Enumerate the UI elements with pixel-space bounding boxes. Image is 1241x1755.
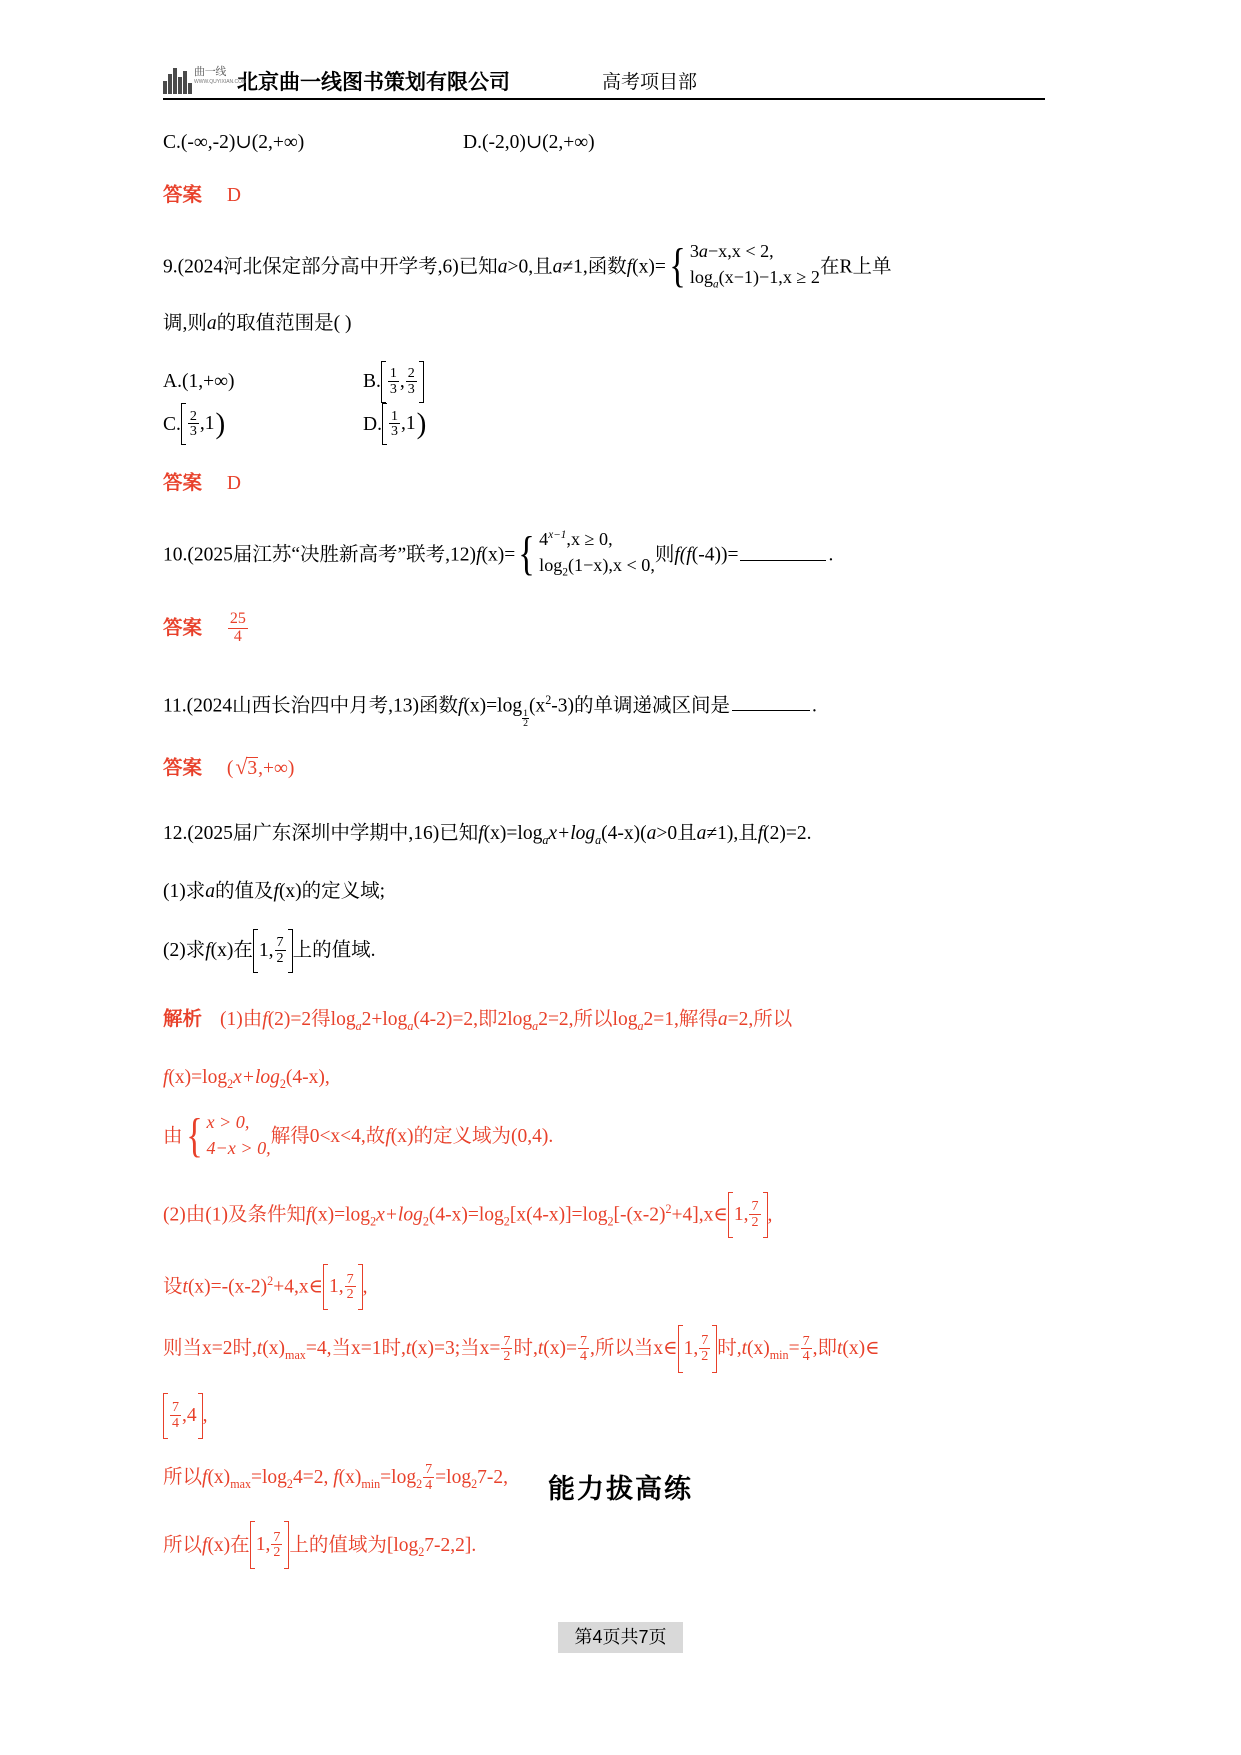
q9-line2-post: 的取值范围是( ) (216, 313, 352, 335)
piecewise-brace-icon: { (669, 239, 686, 293)
q11-stem-mid: (x (528, 695, 546, 717)
sol-l4-den: 2 (751, 1214, 759, 1231)
q10-answer-den: 4 (228, 628, 248, 646)
sol-l6-max1: max (285, 1348, 306, 1363)
sol-l2-f: f (163, 1066, 169, 1088)
sol-l6-g: ,所以当x∈ (590, 1338, 678, 1360)
sol-l4-num: 7 (751, 1198, 759, 1215)
q9-stem-mid2: ≠1,函数 (562, 256, 627, 278)
answer-label: 答案 (163, 472, 203, 495)
q12-stem-prefix: 12.(2025届广东深圳中学期中,16)已知 (163, 823, 479, 845)
q12-part1-f: f (273, 881, 279, 903)
q10-answer-num: 25 (229, 610, 246, 628)
solution-line-1 (163, 1004, 1063, 1041)
logo-secondary-text: WWW.QUYIXIAN.COM (194, 79, 247, 85)
sol-l8-min: min (361, 1476, 381, 1491)
answer-blank (740, 543, 826, 561)
sol-l2-s3: 2 (279, 1076, 286, 1091)
q9-piece2-pre: log (689, 266, 713, 287)
q10-piece1-base: 4 (539, 529, 549, 550)
sol-l6-n1: 7 (503, 1332, 511, 1349)
q9-c-num: 2 (189, 407, 197, 424)
sol-l6-t5: t (836, 1338, 843, 1360)
sol-l9-pre: 所以 (163, 1534, 203, 1556)
sol-l5-lo: 1, (329, 1276, 344, 1298)
sol-l6-min: min (769, 1348, 789, 1363)
question-11-stem: 11.(2024山西长治四中月考,13)函数f(x)=log $\frac{1}{2}$ $(x^2-3)$的单调递减区间是 . (163, 692, 817, 730)
header-divider (163, 98, 1045, 100)
q9-answer-value: D (226, 473, 241, 495)
sol-l6-lo: 1, (683, 1337, 699, 1359)
q12-part2-num: 7 (276, 934, 284, 951)
q9-option-b-label: B. (363, 371, 381, 393)
solution-label: 解析 (163, 1007, 203, 1030)
sol-l6-t4: t (741, 1338, 748, 1360)
q12-part1-mid: 的值及 (215, 881, 274, 903)
q11-answer-value (226, 755, 295, 780)
sol-l3-post: (x)的定义域为(0,4). (390, 1126, 554, 1148)
q10-piecewise (515, 527, 655, 581)
sol-l8-max: max (230, 1476, 251, 1491)
publisher-logo-icon (163, 66, 247, 96)
question-8-answer (163, 180, 1063, 211)
sol-l5-a: (x)=-(x-2) (187, 1276, 268, 1298)
sol-l1-b: a (355, 1018, 362, 1033)
q12-part2-pre: (2)求 (163, 940, 206, 962)
sol-l9-a: (x)在 (207, 1534, 250, 1556)
sol-l2-s1: 2 (227, 1076, 234, 1091)
sol-l7-rest: ,4 (182, 1404, 197, 1426)
q9-line2-pre: 调,则 (163, 313, 207, 335)
q9-var-a2: a (552, 256, 563, 278)
sol-l1-c: 2+log (361, 1008, 408, 1030)
q9-piece1-a: a (698, 241, 708, 261)
sol-l4-f: f (305, 1204, 312, 1226)
question-12-stem (163, 819, 1063, 855)
sol-l1-i: 2=1,解得 (643, 1008, 718, 1030)
question-10-stem: 10.(2025届江苏“决胜新高考”联考,12)f(x)= { $4^{x-1},x \ge 0$, $\log_2(1-x),x < 0$, 则f(f(-4))= . (163, 527, 834, 581)
q9-option-a: A.(1,+∞) (163, 371, 235, 393)
q9-piece1-post: −x,x < 2, (707, 241, 774, 261)
q12-part2-mid: (x)在 (210, 940, 253, 962)
question-9-stem (163, 241, 1063, 295)
answer-label: 答案 (163, 757, 203, 780)
q12-rest2: >0且 (656, 823, 697, 845)
q12-stem-fx: (x)=log (483, 823, 543, 845)
sol-l8-f3: =log (435, 1466, 472, 1488)
solution-line-5 (163, 1258, 1063, 1311)
sol-l9-lo: 1, (255, 1534, 271, 1556)
q10-f2: f (674, 545, 680, 567)
sol-l1-d: a (407, 1018, 414, 1033)
q12-a1: a (542, 833, 549, 848)
q12-part1-post: (x)的定义域; (278, 881, 386, 903)
sol-l4-k: , (767, 1204, 773, 1226)
q9-option-d-label: D. (363, 413, 382, 435)
q9-piece2-post: (x−1)−1,x ≥ 2 (718, 266, 820, 287)
q9-line2-a: a (206, 313, 217, 335)
sol-l2-rest: (x)=log (168, 1066, 228, 1088)
sol-l5-num: 7 (346, 1270, 354, 1287)
system-brace-icon: { (185, 1109, 203, 1163)
q11-stem-prefix: 11.(2024山西长治四中月考,13)函数 (163, 695, 459, 717)
sol-l4-sup: 2 (665, 1201, 672, 1216)
sol-l9-num: 7 (273, 1528, 281, 1545)
sol-l4-f2: 2 (503, 1214, 510, 1229)
logo-wordmark (194, 66, 247, 95)
q12-a2: a (595, 833, 602, 848)
q12-part2-lo: 1, (258, 939, 274, 961)
q12-func-f: f (478, 823, 484, 845)
q12-rest4: (2)=2. (763, 823, 812, 845)
sol-l4-a: (x)=log (311, 1204, 371, 1226)
company-name: 北京曲一线图书策划有限公司 (237, 71, 510, 94)
sol-l6-e: 时, (513, 1338, 538, 1360)
sol-l1-j: a (717, 1008, 728, 1030)
sol-l8-den: 4 (425, 1476, 433, 1493)
q10-piece1-exp: x−1 (548, 529, 567, 542)
q9-stem-fx: (x)= (632, 256, 666, 278)
question-9-options-ab (163, 361, 1063, 404)
q12-x1: x+log (548, 823, 596, 845)
q10-f3: (f (679, 545, 692, 567)
q11-answer-post: ,+∞) (258, 758, 295, 780)
q9-d-num: 1 (390, 407, 398, 424)
sol-l6-h: 时, (717, 1338, 742, 1360)
sol-l5-c: , (362, 1276, 368, 1298)
answer-label: 答案 (163, 616, 203, 639)
q9-b-den1: 3 (389, 380, 397, 397)
q9-stem-suffix: 在R上单 (819, 256, 892, 278)
sol-l4-h: 2 (607, 1214, 614, 1229)
q11-stem-post: -3)的单调递减区间是 (551, 695, 731, 717)
q12-rest1: (4-x)( (601, 823, 647, 845)
sol-l9-c: 7-2,2]. (424, 1534, 477, 1556)
sol-l6-t2: t (405, 1338, 412, 1360)
sol-l9-s: 2 (418, 1544, 425, 1559)
q9-c-den: 3 (189, 423, 197, 440)
sol-l8-a: (x) (207, 1466, 231, 1488)
q12-part2-f: f (205, 940, 211, 962)
q10-piece2-post: (1−x),x < 0, (567, 555, 655, 576)
q9-stem-prefix: 9.(2024河北保定部分高中开学考,6)已知 (163, 256, 498, 278)
sol-l4-c: x+log (376, 1204, 423, 1226)
q12-rest3: ≠1),且 (706, 823, 758, 845)
sol-l2-s2: x+log (233, 1066, 280, 1088)
sol-l6-d2: 4 (580, 1348, 588, 1365)
sol-l1-g: 2=2,所以log (538, 1008, 638, 1030)
sol-l6-c: =4,当x=1时, (305, 1338, 406, 1360)
sol-l8-g: 7-2, (477, 1466, 508, 1488)
sol-l2-s4: (4-x), (285, 1066, 330, 1088)
q11-stem-sup: 2 (545, 692, 552, 707)
answer-blank (732, 694, 810, 712)
q8-option-c: C.(-∞,-2)∪(2,+∞) (163, 132, 305, 153)
sol-l8-pre: 所以 (163, 1466, 203, 1488)
sol-l4-d: 2 (422, 1214, 429, 1229)
question-10-answer (163, 606, 1063, 651)
sol-l4-i: [-(x-2) (613, 1204, 666, 1226)
solution-line-3 (163, 1109, 1063, 1164)
logo-primary-text: 曲一线 (194, 66, 227, 78)
question-8-options (163, 128, 1063, 158)
sol-l6-t1: t (256, 1338, 263, 1360)
sol-l4-e: (4-x)=log (428, 1204, 504, 1226)
piecewise-brace-icon: { (518, 527, 535, 581)
sol-l6-a: 则当x=2时, (163, 1338, 257, 1360)
q9-piecewise (666, 239, 820, 293)
q12-part1-pre: (1)求 (163, 881, 206, 903)
q9-option-c-label: C. (163, 413, 181, 435)
page-header (163, 52, 1043, 104)
sol-l1-h: a (637, 1018, 644, 1033)
sol-l6-f: (x)= (543, 1338, 577, 1360)
solution-line-6 (163, 1325, 1063, 1379)
sol-l8-e: =log (380, 1466, 417, 1488)
q12-part2-den: 2 (276, 949, 284, 966)
q9-b-num2: 2 (407, 365, 415, 382)
sol-l4-j: +4],x∈ (671, 1204, 728, 1226)
q9-b-sep: , (399, 370, 405, 392)
sol-l1-f2: a (532, 1018, 539, 1033)
q9-b-num1: 1 (389, 365, 397, 382)
q11-base-num: 1 (523, 707, 528, 719)
q11-func-f: f (458, 695, 464, 717)
q10-func-f: f (476, 545, 482, 567)
sol-l5-t: t (182, 1276, 188, 1298)
question-12-part2 (163, 929, 1063, 974)
q11-answer-sqrt: 3 (247, 758, 258, 780)
q12-a4: a (696, 823, 707, 845)
question-11-answer (163, 747, 1063, 789)
q9-option-c: C. $\frac{2}{3}$ ,1 ) (163, 404, 363, 447)
sol-l6-iden: 2 (701, 1347, 709, 1364)
q8-answer-value: D (226, 185, 241, 206)
sol-l6-d: (x)=3;当x= (411, 1338, 501, 1360)
sol-l5-sup: 2 (267, 1274, 274, 1289)
sol-system (183, 1110, 271, 1162)
q9-c-rest: ,1 (199, 413, 215, 435)
sol-l6-j: = (788, 1338, 800, 1360)
q10-piece2-base: 2 (562, 566, 568, 579)
q9-d-den: 3 (390, 423, 398, 440)
sol-l6-i: (x) (747, 1338, 770, 1360)
department-name: 高考项目部 (602, 72, 698, 93)
q11-stem-fx: (x)=log (463, 695, 523, 717)
sol-l6-n2: 7 (580, 1332, 588, 1349)
sol-l9-den: 2 (273, 1544, 281, 1561)
q10-stem-then: 则 (654, 545, 675, 567)
section-title: 能力拔高练 (548, 1474, 693, 1504)
sol-l4-pre: (2)由(1)及条件知 (163, 1204, 306, 1226)
answer-label: 答案 (163, 184, 203, 206)
q9-option-b (363, 365, 424, 397)
question-9-options-cd (163, 404, 1063, 447)
q10-stem-fx: (x)= (481, 545, 516, 567)
sol-l9-f: f (202, 1534, 208, 1556)
sol-l6-b: (x) (262, 1338, 286, 1360)
sol-l3-f: f (385, 1126, 391, 1148)
q9-var-a: a (497, 256, 508, 278)
q9-d-rest: ,1 (400, 413, 416, 435)
q12-f2: f (757, 823, 764, 845)
sol-l1-k: =2,所以 (727, 1008, 793, 1030)
q9-b-den2: 3 (407, 380, 415, 397)
solution-line-4 (163, 1186, 1063, 1244)
sol-l3-row2: 4−x > 0, (206, 1138, 271, 1159)
q9-option-d: D. $\frac{1}{3}$ ,1 ) (363, 414, 426, 435)
sol-l1-f: f (262, 1008, 268, 1030)
page-number: 第4页共7页 (558, 1622, 682, 1653)
q12-part1-a: a (205, 881, 215, 903)
q12-a3: a (646, 823, 657, 845)
sol-l5-b: +4,x∈ (273, 1276, 324, 1298)
sol-l4-lo: 1, (733, 1203, 749, 1225)
sol-l8-b: =log (250, 1466, 287, 1488)
sol-l8-num: 7 (425, 1461, 433, 1478)
sol-l8-s1: 2 (286, 1476, 293, 1491)
sol-l6-inum: 7 (701, 1332, 709, 1349)
sol-l6-d3: 4 (802, 1348, 810, 1365)
sqrt-icon: √3 (235, 755, 258, 780)
q9-func-f: f (626, 256, 633, 278)
sol-l4-b: 2 (370, 1214, 377, 1229)
page-content (163, 128, 1063, 1576)
question-9-stem-line2 (163, 309, 1063, 339)
q10-answer-value (228, 611, 248, 645)
solution-line-7 (163, 1393, 1063, 1440)
solution-line-9 (163, 1522, 1063, 1576)
q9-piece2-base: a (712, 278, 719, 291)
q8-option-d: D.(-2,0)∪(2,+∞) (463, 132, 595, 153)
sol-l6-k: ,即 (812, 1338, 837, 1360)
sol-l6-n3: 7 (802, 1332, 810, 1349)
q10-stem-prefix: 10.(2025届江苏“决胜新高考”联考,12) (163, 545, 477, 567)
sol-l8-f1: f (202, 1466, 208, 1488)
sol-l4-g: [x(4-x)]=log (509, 1204, 608, 1226)
sol-l6-t3: t (537, 1338, 544, 1360)
sol-l1-pre: (1)由 (220, 1008, 263, 1030)
q12-part2-post: 上的值域. (292, 940, 376, 962)
sol-l5-den: 2 (346, 1286, 354, 1303)
sol-l8-d: (x) (338, 1466, 362, 1488)
sol-l5-pre: 设 (163, 1276, 183, 1298)
sol-l8-s2: 2 (416, 1476, 423, 1491)
solution-line-2 (163, 1063, 1063, 1099)
q10-stem-arg: (-4))= (691, 545, 739, 567)
sol-l8-c: 4=2, (292, 1466, 334, 1488)
sol-l1-a: (2)=2得log (267, 1008, 356, 1030)
sol-l3-row1: x > 0, (206, 1112, 250, 1133)
q10-piece2-pre: log (539, 555, 563, 576)
q9-piece1-pre: 3 (689, 241, 699, 261)
question-9-answer (163, 468, 1063, 499)
q10-piece1-post: ,x ≥ 0, (566, 529, 613, 550)
sol-l3-pre: 由 (163, 1126, 183, 1148)
sol-l1-e: (4-2)=2,即2log (413, 1008, 533, 1030)
sol-l7-num: 7 (172, 1399, 180, 1416)
sol-l9-b: 上的值域为[log (289, 1534, 419, 1556)
sol-l6-d1: 2 (503, 1348, 511, 1365)
q9-stem-mid1: >0,且 (507, 256, 553, 278)
sol-l7-den: 4 (172, 1414, 180, 1431)
q11-answer-pre: ( (226, 758, 234, 780)
q11-log-base (522, 709, 529, 730)
sol-l6-l: (x)∈ (842, 1338, 880, 1360)
sol-l8-s3: 2 (471, 1476, 478, 1491)
logo-bars-icon (163, 68, 193, 94)
sol-l7-comma: , (202, 1405, 208, 1427)
question-12-part1 (163, 877, 1063, 907)
sol-l8-f2: f (333, 1466, 339, 1488)
sol-l3-mid: 解得0<x<4,故 (270, 1126, 386, 1148)
q11-base-den: 2 (523, 718, 528, 730)
page-footer (0, 1622, 1241, 1653)
